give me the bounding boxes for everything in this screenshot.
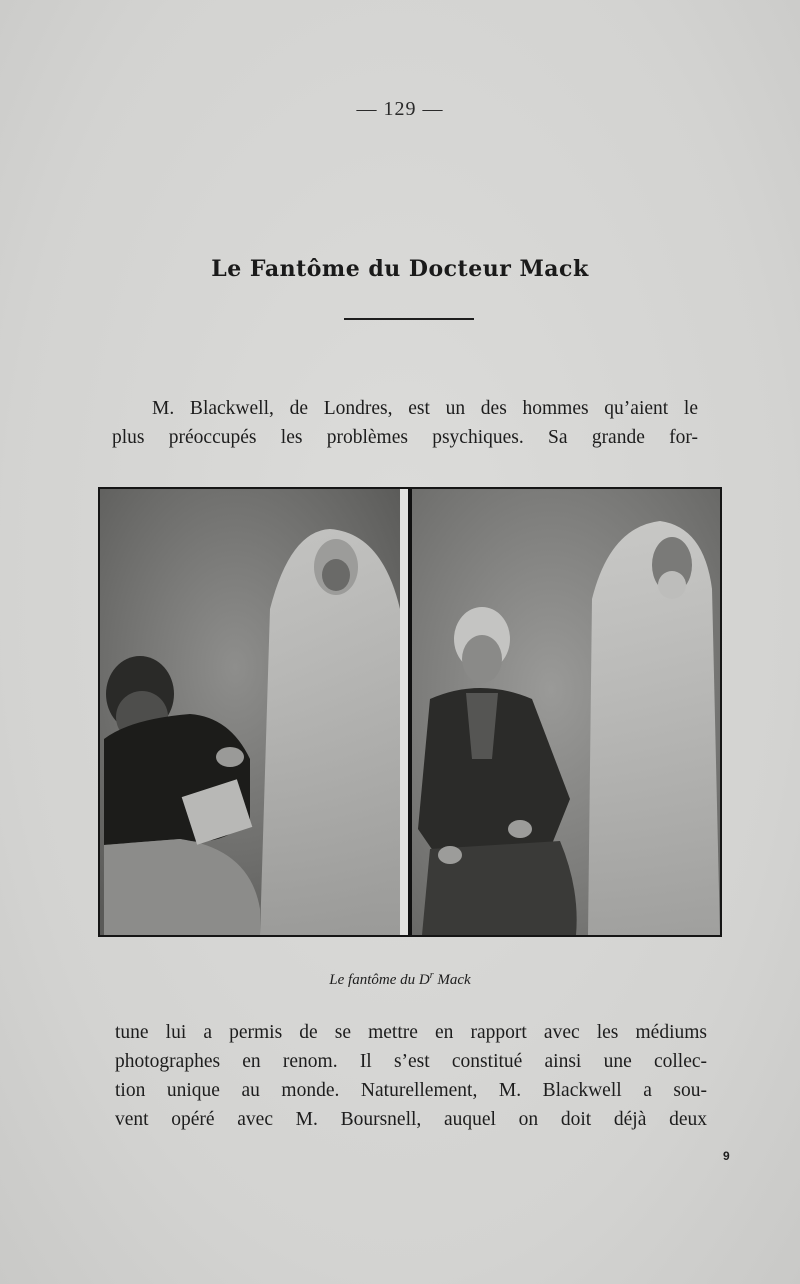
paragraph-intro xyxy=(112,394,698,452)
left-photo xyxy=(100,489,400,935)
page-number: — 129 — xyxy=(356,98,444,120)
caption-text-end: Mack xyxy=(433,972,471,988)
caption-text: Le fantôme du D xyxy=(329,972,430,988)
spirit-photographs xyxy=(100,489,720,935)
text-line: vent opéré avec M. Boursnell, auquel on doit déjà deux xyxy=(115,1109,707,1130)
caption-superscript: r xyxy=(429,970,434,981)
text-line: M. Blackwell, de Londres, est un des hommes qu’aient le xyxy=(152,398,698,419)
photo-figure xyxy=(98,487,722,937)
right-photo xyxy=(412,489,720,935)
article-title: Le Fantôme du Docteur Mack xyxy=(211,256,589,282)
text-line: tion unique au monde. Naturellement, M. Blackwell a sou- xyxy=(115,1080,707,1101)
text-line: tune lui a permis de se mettre en rapport avec les médiums xyxy=(115,1022,707,1043)
title-divider xyxy=(344,318,474,320)
paragraph-continued xyxy=(115,1018,707,1134)
figure-caption xyxy=(0,970,800,989)
signature-mark: 9 xyxy=(723,1149,730,1163)
text-line: plus préoccupés les problèmes psychiques. Sa grande for- xyxy=(112,427,698,448)
text-line: photographes en renom. Il s’est constitué ainsi une collec- xyxy=(115,1051,707,1072)
